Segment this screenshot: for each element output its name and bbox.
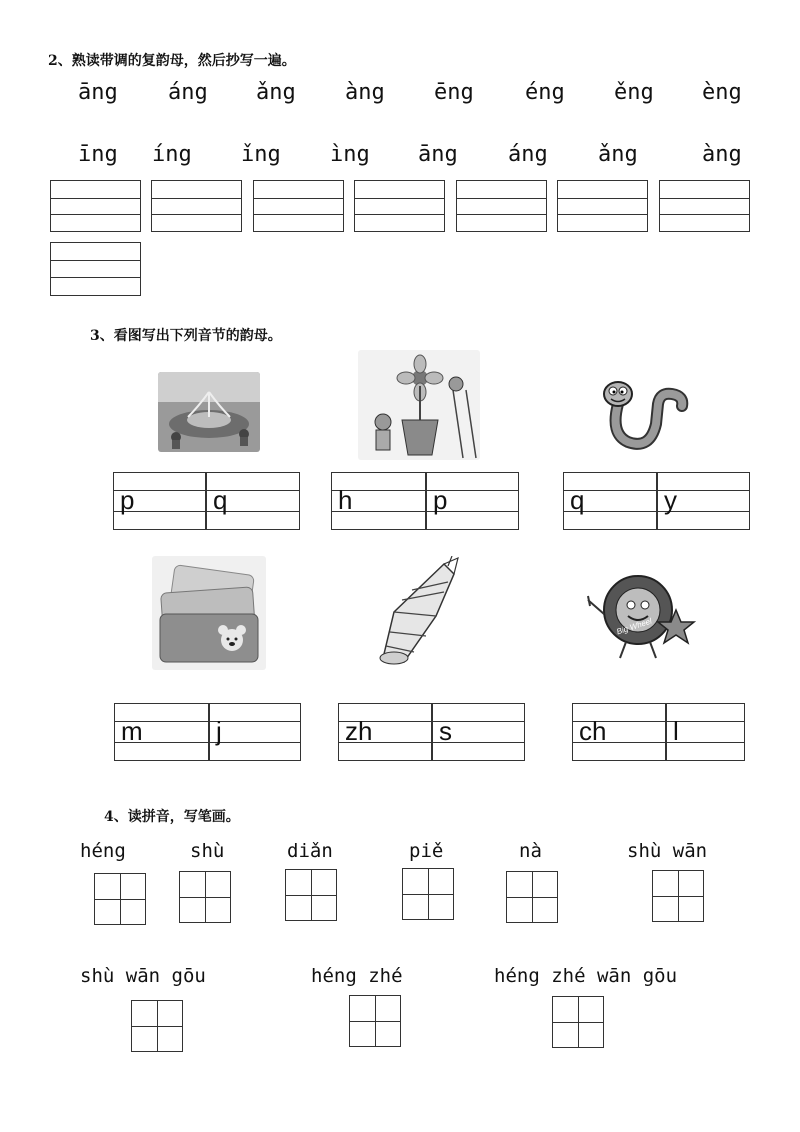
tianzige-box[interactable] — [552, 996, 604, 1048]
copy-writing-box[interactable] — [253, 180, 344, 232]
section-4-heading: 4、读拼音，写笔画。 — [104, 809, 240, 825]
stroke-pinyin: nà — [519, 840, 542, 862]
tianzige-box[interactable] — [506, 871, 558, 923]
copy-writing-box[interactable] — [50, 242, 141, 296]
wheel-mascot-picture — [580, 570, 712, 662]
stroke-pinyin: shù — [190, 840, 225, 862]
initial-letter: h — [338, 485, 353, 515]
copy-writing-box[interactable] — [151, 180, 242, 232]
tianzige-box[interactable] — [349, 995, 401, 1047]
stroke-pinyin: diǎn — [287, 840, 333, 862]
stroke-pinyin: héng zhé — [311, 965, 403, 987]
initial-letter: s — [439, 716, 452, 746]
towel-picture — [152, 556, 266, 670]
tianzige-box[interactable] — [652, 870, 704, 922]
answer-cell[interactable] — [114, 703, 209, 761]
pinyin-item: áng — [168, 80, 208, 105]
pinyin-item: àng — [345, 80, 385, 105]
answer-cell[interactable] — [657, 472, 750, 530]
stroke-pinyin: héng zhé wān gōu — [494, 965, 678, 987]
pinyin-item: ìng — [330, 142, 370, 167]
copy-writing-box[interactable] — [456, 180, 547, 232]
initial-letter: m — [121, 716, 143, 746]
pinyin-item: íng — [152, 142, 192, 167]
initial-letter: p — [433, 485, 448, 515]
initial-letter: ch — [579, 716, 607, 746]
answer-cell[interactable] — [206, 472, 300, 530]
answer-cell[interactable] — [338, 703, 432, 761]
section-3-heading: 3、看图写出下列音节的韵母。 — [90, 328, 282, 344]
answer-cell[interactable] — [331, 472, 426, 530]
pinyin-item: áng — [508, 142, 548, 167]
pinyin-item: āng — [78, 80, 118, 105]
initial-letter: p — [120, 485, 135, 515]
pinyin-item: āng — [418, 142, 458, 167]
answer-cell[interactable] — [426, 472, 519, 530]
initial-letter: l — [673, 716, 679, 746]
copy-writing-box[interactable] — [354, 180, 445, 232]
answer-cell[interactable] — [432, 703, 525, 761]
pinyin-item: ǐng — [241, 142, 281, 167]
wheel-logo-text: Big Wheel — [615, 616, 653, 637]
answer-cell[interactable] — [563, 472, 657, 530]
pinyin-item: ēng — [434, 80, 474, 105]
initial-letter: q — [570, 485, 585, 515]
pinyin-item: èng — [702, 80, 742, 105]
pinyin-item: àng — [702, 142, 742, 167]
fountain-square-picture — [158, 372, 260, 452]
initial-letter: y — [664, 485, 677, 515]
bamboo-shoot-picture — [374, 556, 464, 668]
pinyin-item: ěng — [614, 80, 654, 105]
answer-cell[interactable] — [666, 703, 745, 761]
pinyin-item: éng — [525, 80, 565, 105]
flower-watering-picture — [358, 350, 480, 460]
initial-letter: zh — [345, 716, 373, 746]
initial-letter: q — [213, 485, 228, 515]
tianzige-box[interactable] — [94, 873, 146, 925]
answer-cell[interactable] — [209, 703, 301, 761]
tianzige-box[interactable] — [179, 871, 231, 923]
answer-cell[interactable] — [113, 472, 206, 530]
pinyin-item: īng — [78, 142, 118, 167]
tianzige-box[interactable] — [131, 1000, 183, 1052]
stroke-pinyin: shù wān gōu — [80, 965, 206, 987]
section-2-heading: 2、熟读带调的复韵母，然后抄写一遍。 — [48, 53, 296, 69]
pinyin-item: ǎng — [598, 142, 638, 167]
answer-cell[interactable] — [572, 703, 666, 761]
copy-writing-box[interactable] — [50, 180, 141, 232]
copy-writing-box[interactable] — [557, 180, 648, 232]
pinyin-item: ǎng — [256, 80, 296, 105]
tianzige-box[interactable] — [285, 869, 337, 921]
initial-letter: j — [216, 716, 222, 746]
stroke-pinyin: piě — [409, 840, 444, 862]
worm-picture — [598, 374, 690, 452]
stroke-pinyin: héng — [80, 840, 126, 862]
stroke-pinyin: shù wān — [627, 840, 708, 862]
tianzige-box[interactable] — [402, 868, 454, 920]
copy-writing-box[interactable] — [659, 180, 750, 232]
